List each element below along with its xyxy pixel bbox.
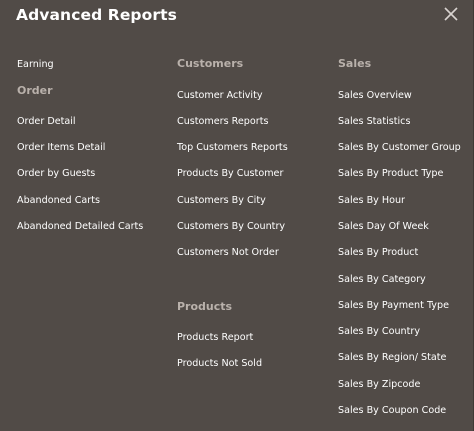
menu-item-sales-by-coupon-code[interactable]: Sales By Coupon Code bbox=[338, 405, 447, 416]
section-heading-products: Products bbox=[177, 300, 233, 313]
menu-item-products-not-sold[interactable]: Products Not Sold bbox=[177, 358, 263, 369]
menu-item-sales-by-payment-type[interactable]: Sales By Payment Type bbox=[338, 300, 449, 311]
menu-item-customers-reports[interactable]: Customers Reports bbox=[177, 116, 269, 127]
menu-item-sales-statistics[interactable]: Sales Statistics bbox=[338, 116, 411, 127]
menu-item-sales-by-hour[interactable]: Sales By Hour bbox=[338, 195, 406, 206]
menu-item-customers-not-order[interactable]: Customers Not Order bbox=[177, 247, 279, 258]
menu-item-products-by-customer[interactable]: Products By Customer bbox=[177, 168, 284, 179]
menu-item-abandoned-detailed-carts[interactable]: Abandoned Detailed Carts bbox=[17, 221, 144, 232]
menu-item-sales-by-region-state[interactable]: Sales By Region/ State bbox=[338, 352, 447, 363]
menu-item-sales-by-category[interactable]: Sales By Category bbox=[338, 274, 426, 285]
menu-item-sales-day-of-week[interactable]: Sales Day Of Week bbox=[338, 221, 429, 232]
menu-item-order-detail[interactable]: Order Detail bbox=[17, 116, 76, 127]
menu-item-sales-by-country[interactable]: Sales By Country bbox=[338, 326, 421, 337]
menu-item-customers-by-country[interactable]: Customers By Country bbox=[177, 221, 286, 232]
menu-item-order-items-detail[interactable]: Order Items Detail bbox=[17, 142, 106, 153]
menu-item-products-report[interactable]: Products Report bbox=[177, 332, 254, 343]
menu-item-earning[interactable]: Earning bbox=[17, 59, 54, 70]
menu-item-sales-by-product-type[interactable]: Sales By Product Type bbox=[338, 168, 444, 179]
menu-item-top-customers-reports[interactable]: Top Customers Reports bbox=[177, 142, 288, 153]
section-heading-sales: Sales bbox=[338, 57, 372, 70]
menu-item-sales-overview[interactable]: Sales Overview bbox=[338, 90, 412, 101]
section-heading-customers: Customers bbox=[177, 57, 244, 70]
menu-item-customers-by-city[interactable]: Customers By City bbox=[177, 195, 266, 206]
menu-item-sales-by-zipcode[interactable]: Sales By Zipcode bbox=[338, 379, 421, 390]
menu-item-customer-activity[interactable]: Customer Activity bbox=[177, 90, 263, 101]
close-icon[interactable] bbox=[443, 6, 459, 22]
section-heading-order: Order bbox=[17, 84, 53, 97]
menu-item-sales-by-product[interactable]: Sales By Product bbox=[338, 247, 419, 258]
menu-item-order-by-guests[interactable]: Order by Guests bbox=[17, 168, 96, 179]
panel-title: Advanced Reports bbox=[16, 6, 177, 24]
menu-item-sales-by-customer-group[interactable]: Sales By Customer Group bbox=[338, 142, 461, 153]
menu-item-abandoned-carts[interactable]: Abandoned Carts bbox=[17, 195, 100, 206]
